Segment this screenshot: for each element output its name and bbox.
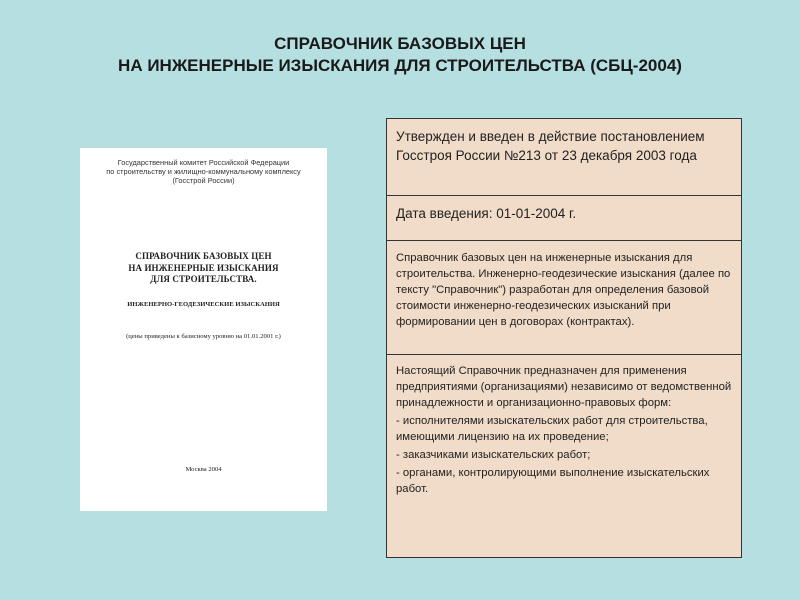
cover-price-note: (цены приведены к базисному уровню на 01.01.2001 г.) <box>126 333 281 340</box>
cover-agency <box>80 158 327 185</box>
cover-subtitle: ИНЖЕНЕРНО-ГЕОДЕЗИЧЕСКИЕ ИЗЫСКАНИЯ <box>127 301 280 308</box>
purpose-cell <box>387 354 741 557</box>
description-cell: Справочник базовых цен на инженерные изыскания для строительства. Инженерно-геодезические изыскания (далее по тексту "Справочник") разработан для определения базовой стоимости инженерно-геодезических изысканий при формировании цен в договорах (контрактах). <box>387 240 741 354</box>
cover-agency-line-3: (Госстрой России) <box>172 176 235 185</box>
cover-title-line-1: СПРАВОЧНИК БАЗОВЫХ ЦЕН <box>135 251 272 261</box>
cover-agency-line-1: Государственный комитет Российской Федерации <box>117 158 290 167</box>
purpose-intro: Настоящий Справочник предназначен для применения предприятиями (организациями) независимо от ведомственной принадлежности и организационно-правовых форм: <box>396 365 732 409</box>
cover-title-line-2: НА ИНЖЕНЕРНЫЕ ИЗЫСКАНИЯ <box>128 262 279 273</box>
cover-agency-line-2: по строительству и жилищно-коммунальному комплексу <box>106 167 301 176</box>
slide-title-line-2: НА ИНЖЕНЕРНЫЕ ИЗЫСКАНИЯ ДЛЯ СТРОИТЕЛЬСТВА (СБЦ-2004) <box>118 56 682 75</box>
book-cover-image <box>80 148 327 511</box>
cover-place-year: Москва 2004 <box>185 466 222 473</box>
approval-cell: Утвержден и введен в действие постановлением Госстроя России №213 от 23 декабря 2003 года <box>396 129 705 163</box>
info-table <box>386 118 742 558</box>
slide-title <box>0 33 800 77</box>
purpose-item: - исполнителями изыскательских работ для строительства, имеющими лицензию на их проведение; <box>396 415 708 443</box>
purpose-item: - органами, контролирующими выполнение изыскательских работ. <box>396 467 710 495</box>
cover-book-title <box>80 251 327 286</box>
effective-date-cell: Дата введения: 01-01-2004 г. <box>387 195 741 240</box>
slide-title-line-1: СПРАВОЧНИК БАЗОВЫХ ЦЕН <box>274 34 526 53</box>
purpose-item: - заказчиками изыскательских работ; <box>396 449 591 461</box>
cover-title-line-3: ДЛЯ СТРОИТЕЛЬСТВА. <box>150 274 257 284</box>
